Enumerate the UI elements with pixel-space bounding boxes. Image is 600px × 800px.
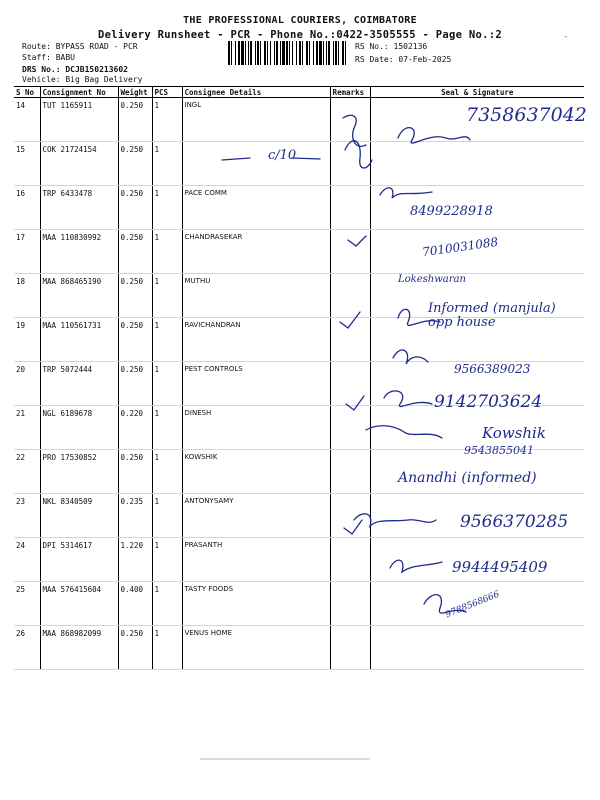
barcode-bar	[280, 41, 281, 65]
barcode-bar	[276, 41, 278, 65]
barcode-bar	[228, 41, 230, 65]
table-row	[14, 582, 584, 626]
barcode-bar	[231, 41, 232, 65]
runsheet-subtitle: Delivery Runsheet - PCR - Phone No.:0422-3505555 - Page No.:2	[98, 29, 502, 41]
col-header-pcs: PCS	[152, 87, 182, 98]
barcode-bar	[282, 41, 285, 65]
staff-label: Staff: BABU	[22, 53, 75, 62]
company-title: THE PROFESSIONAL COURIERS, COIMBATORE	[183, 15, 417, 26]
row-seal-signature	[370, 318, 584, 362]
row-consignment-no: PRO 17530852	[40, 450, 118, 494]
row-pcs: 1	[152, 98, 182, 142]
barcode-bar	[313, 41, 314, 65]
row-weight: 0.250	[118, 318, 152, 362]
table-row	[14, 318, 584, 362]
barcode-bar	[286, 41, 288, 65]
row-seal-signature	[370, 274, 584, 318]
vehicle-label: Vehicle: Big Bag Delivery	[22, 75, 143, 84]
row-sno: 21	[14, 406, 40, 450]
row-sno: 17	[14, 230, 40, 274]
row-pcs: 1	[152, 142, 182, 186]
table-row	[14, 98, 584, 142]
handwritten-note-23: Anandhi (informed)	[398, 470, 537, 486]
row-pcs: 1	[152, 626, 182, 670]
row-consignee: VENUS HOME	[182, 626, 330, 670]
table-row	[14, 142, 584, 186]
row-sno: 20	[14, 362, 40, 406]
table-header-row	[14, 87, 584, 98]
row-sno: 16	[14, 186, 40, 230]
row-consignee: PACE COMM	[182, 186, 330, 230]
barcode-bar	[309, 41, 310, 65]
row-consignment-no: NKL 8340509	[40, 494, 118, 538]
row-seal-signature	[370, 230, 584, 274]
row-consignee	[182, 142, 330, 186]
barcode-icon	[228, 41, 348, 65]
barcode-bar	[257, 41, 259, 65]
row-weight: 0.250	[118, 274, 152, 318]
row-remarks	[330, 450, 370, 494]
row-consignment-no: MAA 576415604	[40, 582, 118, 626]
row-seal-signature	[370, 142, 584, 186]
row-weight: 0.250	[118, 98, 152, 142]
row-remarks	[330, 274, 370, 318]
row-pcs: 1	[152, 362, 182, 406]
barcode-bar	[342, 41, 344, 65]
barcode-bar	[345, 41, 346, 65]
row-weight: 0.400	[118, 582, 152, 626]
table-row	[14, 230, 584, 274]
col-header-sno: S No	[14, 87, 40, 98]
row-consignee: RAVICHANDRAN	[182, 318, 330, 362]
barcode-bar	[241, 41, 244, 65]
row-consignee: INGL	[182, 98, 330, 142]
row-pcs: 1	[152, 582, 182, 626]
handwritten-note-15: c/10	[268, 148, 297, 163]
barcode-bar	[245, 41, 246, 65]
row-seal-signature	[370, 626, 584, 670]
runsheet-table	[14, 86, 584, 670]
barcode-bar	[260, 41, 261, 65]
row-pcs: 1	[152, 494, 182, 538]
row-remarks	[330, 230, 370, 274]
barcode-bar	[333, 41, 334, 65]
handwritten-phone-17: 7010031088	[421, 234, 499, 260]
handwritten-phone-26: 9788568666	[444, 589, 502, 621]
col-header-seal-signature: Seal & Signature	[370, 87, 584, 98]
barcode-bar	[338, 41, 339, 65]
barcode-bar	[270, 41, 271, 65]
barcode-bar	[326, 41, 327, 65]
row-weight: 0.250	[118, 186, 152, 230]
table-row	[14, 494, 584, 538]
handwritten-note-19: Informed (manjula) opp house	[428, 301, 556, 330]
row-consignee: KOWSHIK	[182, 450, 330, 494]
col-header-consignee: Consignee Details	[182, 87, 330, 98]
row-consignee: ANTONYSAMY	[182, 494, 330, 538]
row-remarks	[330, 318, 370, 362]
row-consignment-no: DPI 5314617	[40, 538, 118, 582]
row-remarks	[330, 186, 370, 230]
row-consignee: PRASANTH	[182, 538, 330, 582]
row-sno: 19	[14, 318, 40, 362]
row-remarks	[330, 582, 370, 626]
scan-artifact	[200, 756, 370, 762]
row-weight: 0.250	[118, 450, 152, 494]
row-consignee: DINESH	[182, 406, 330, 450]
row-remarks	[330, 362, 370, 406]
row-pcs: 1	[152, 318, 182, 362]
row-weight: 1.220	[118, 538, 152, 582]
row-consignment-no: MAA 868465190	[40, 274, 118, 318]
row-consignee: CHANDRASEKAR	[182, 230, 330, 274]
row-pcs: 1	[152, 186, 182, 230]
handwritten-phone-14: 7358637042	[466, 104, 587, 126]
table-row	[14, 406, 584, 450]
row-seal-signature	[370, 98, 584, 142]
row-consignee: PEST CONTROLS	[182, 362, 330, 406]
row-weight: 0.220	[118, 406, 152, 450]
row-consignment-no: MAA 110830992	[40, 230, 118, 274]
row-consignment-no: NGL 6189678	[40, 406, 118, 450]
row-weight: 0.250	[118, 142, 152, 186]
row-pcs: 1	[152, 230, 182, 274]
row-seal-signature	[370, 362, 584, 406]
row-weight: 0.235	[118, 494, 152, 538]
row-consignment-no: TUT 1165911	[40, 98, 118, 142]
row-seal-signature	[370, 494, 584, 538]
handwritten-name-18: Lokeshwaran	[398, 274, 466, 285]
handwritten-phone-22: 9543855041	[464, 444, 534, 457]
row-consignment-no: MAA 110561731	[40, 318, 118, 362]
col-header-weight: Weight	[118, 87, 152, 98]
row-sno: 22	[14, 450, 40, 494]
barcode-bar	[235, 41, 236, 65]
row-sno: 26	[14, 626, 40, 670]
handwritten-phone-20: 9566389023	[454, 362, 531, 376]
route-label: Route: BYPASS ROAD - PCR	[22, 42, 138, 51]
barcode-bar	[264, 41, 266, 65]
row-remarks	[330, 626, 370, 670]
barcode-bar	[335, 41, 337, 65]
barcode-bar	[302, 41, 303, 65]
row-sno: 25	[14, 582, 40, 626]
row-consignment-no: TRP 5072444	[40, 362, 118, 406]
row-consignee: TASTY FOODS	[182, 582, 330, 626]
row-pcs: 1	[152, 274, 182, 318]
rs-number: RS No.: 1502136	[355, 42, 428, 51]
row-remarks	[330, 494, 370, 538]
row-seal-signature	[370, 186, 584, 230]
barcode-bar	[289, 41, 290, 65]
row-remarks	[330, 142, 370, 186]
barcode-bar	[248, 41, 249, 65]
barcode-bar	[250, 41, 252, 65]
row-sno: 14	[14, 98, 40, 142]
barcode-bar	[316, 41, 318, 65]
handwritten-phone-25: 9944495409	[452, 558, 548, 576]
row-remarks	[330, 538, 370, 582]
handwritten-phone-21: 9142703624	[434, 392, 543, 412]
row-pcs: 1	[152, 538, 182, 582]
corner-mark: -	[563, 32, 569, 42]
table-row	[14, 538, 584, 582]
barcode-bar	[319, 41, 322, 65]
row-consignee: MUTHU	[182, 274, 330, 318]
barcode-bar	[323, 41, 324, 65]
row-consignment-no: TRP 6433478	[40, 186, 118, 230]
row-consignment-no: COK 21724154	[40, 142, 118, 186]
drs-label: DRS No.: DCJB150213602	[22, 65, 128, 74]
rs-date: RS Date: 07-Feb-2025	[355, 55, 452, 64]
barcode-bar	[292, 41, 293, 65]
handwritten-name-22: Kowshik	[482, 424, 546, 442]
barcode-bar	[296, 41, 297, 65]
barcode-bar	[255, 41, 256, 65]
barcode-bar	[274, 41, 275, 65]
table-row	[14, 450, 584, 494]
row-weight: 0.250	[118, 362, 152, 406]
handwritten-phone-24: 9566370285	[460, 512, 569, 532]
row-seal-signature	[370, 582, 584, 626]
row-seal-signature	[370, 450, 584, 494]
row-seal-signature	[370, 538, 584, 582]
barcode-bar	[238, 41, 240, 65]
table-row	[14, 186, 584, 230]
row-sno: 18	[14, 274, 40, 318]
row-sno: 24	[14, 538, 40, 582]
table-row	[14, 274, 584, 318]
row-remarks	[330, 406, 370, 450]
row-consignment-no: MAA 868982099	[40, 626, 118, 670]
barcode-bar	[299, 41, 301, 65]
barcode-bar	[306, 41, 308, 65]
barcode-bar	[328, 41, 330, 65]
row-sno: 23	[14, 494, 40, 538]
table-row	[14, 362, 584, 406]
row-sno: 15	[14, 142, 40, 186]
row-pcs: 1	[152, 450, 182, 494]
row-weight: 0.250	[118, 230, 152, 274]
row-seal-signature	[370, 406, 584, 450]
barcode-bar	[267, 41, 268, 65]
col-header-remarks: Remarks	[330, 87, 370, 98]
row-remarks	[330, 98, 370, 142]
handwritten-phone-16: 8499228918	[410, 204, 493, 219]
row-pcs: 1	[152, 406, 182, 450]
table-row	[14, 626, 584, 670]
col-header-consignment: Consignment No	[40, 87, 118, 98]
row-weight: 0.250	[118, 626, 152, 670]
